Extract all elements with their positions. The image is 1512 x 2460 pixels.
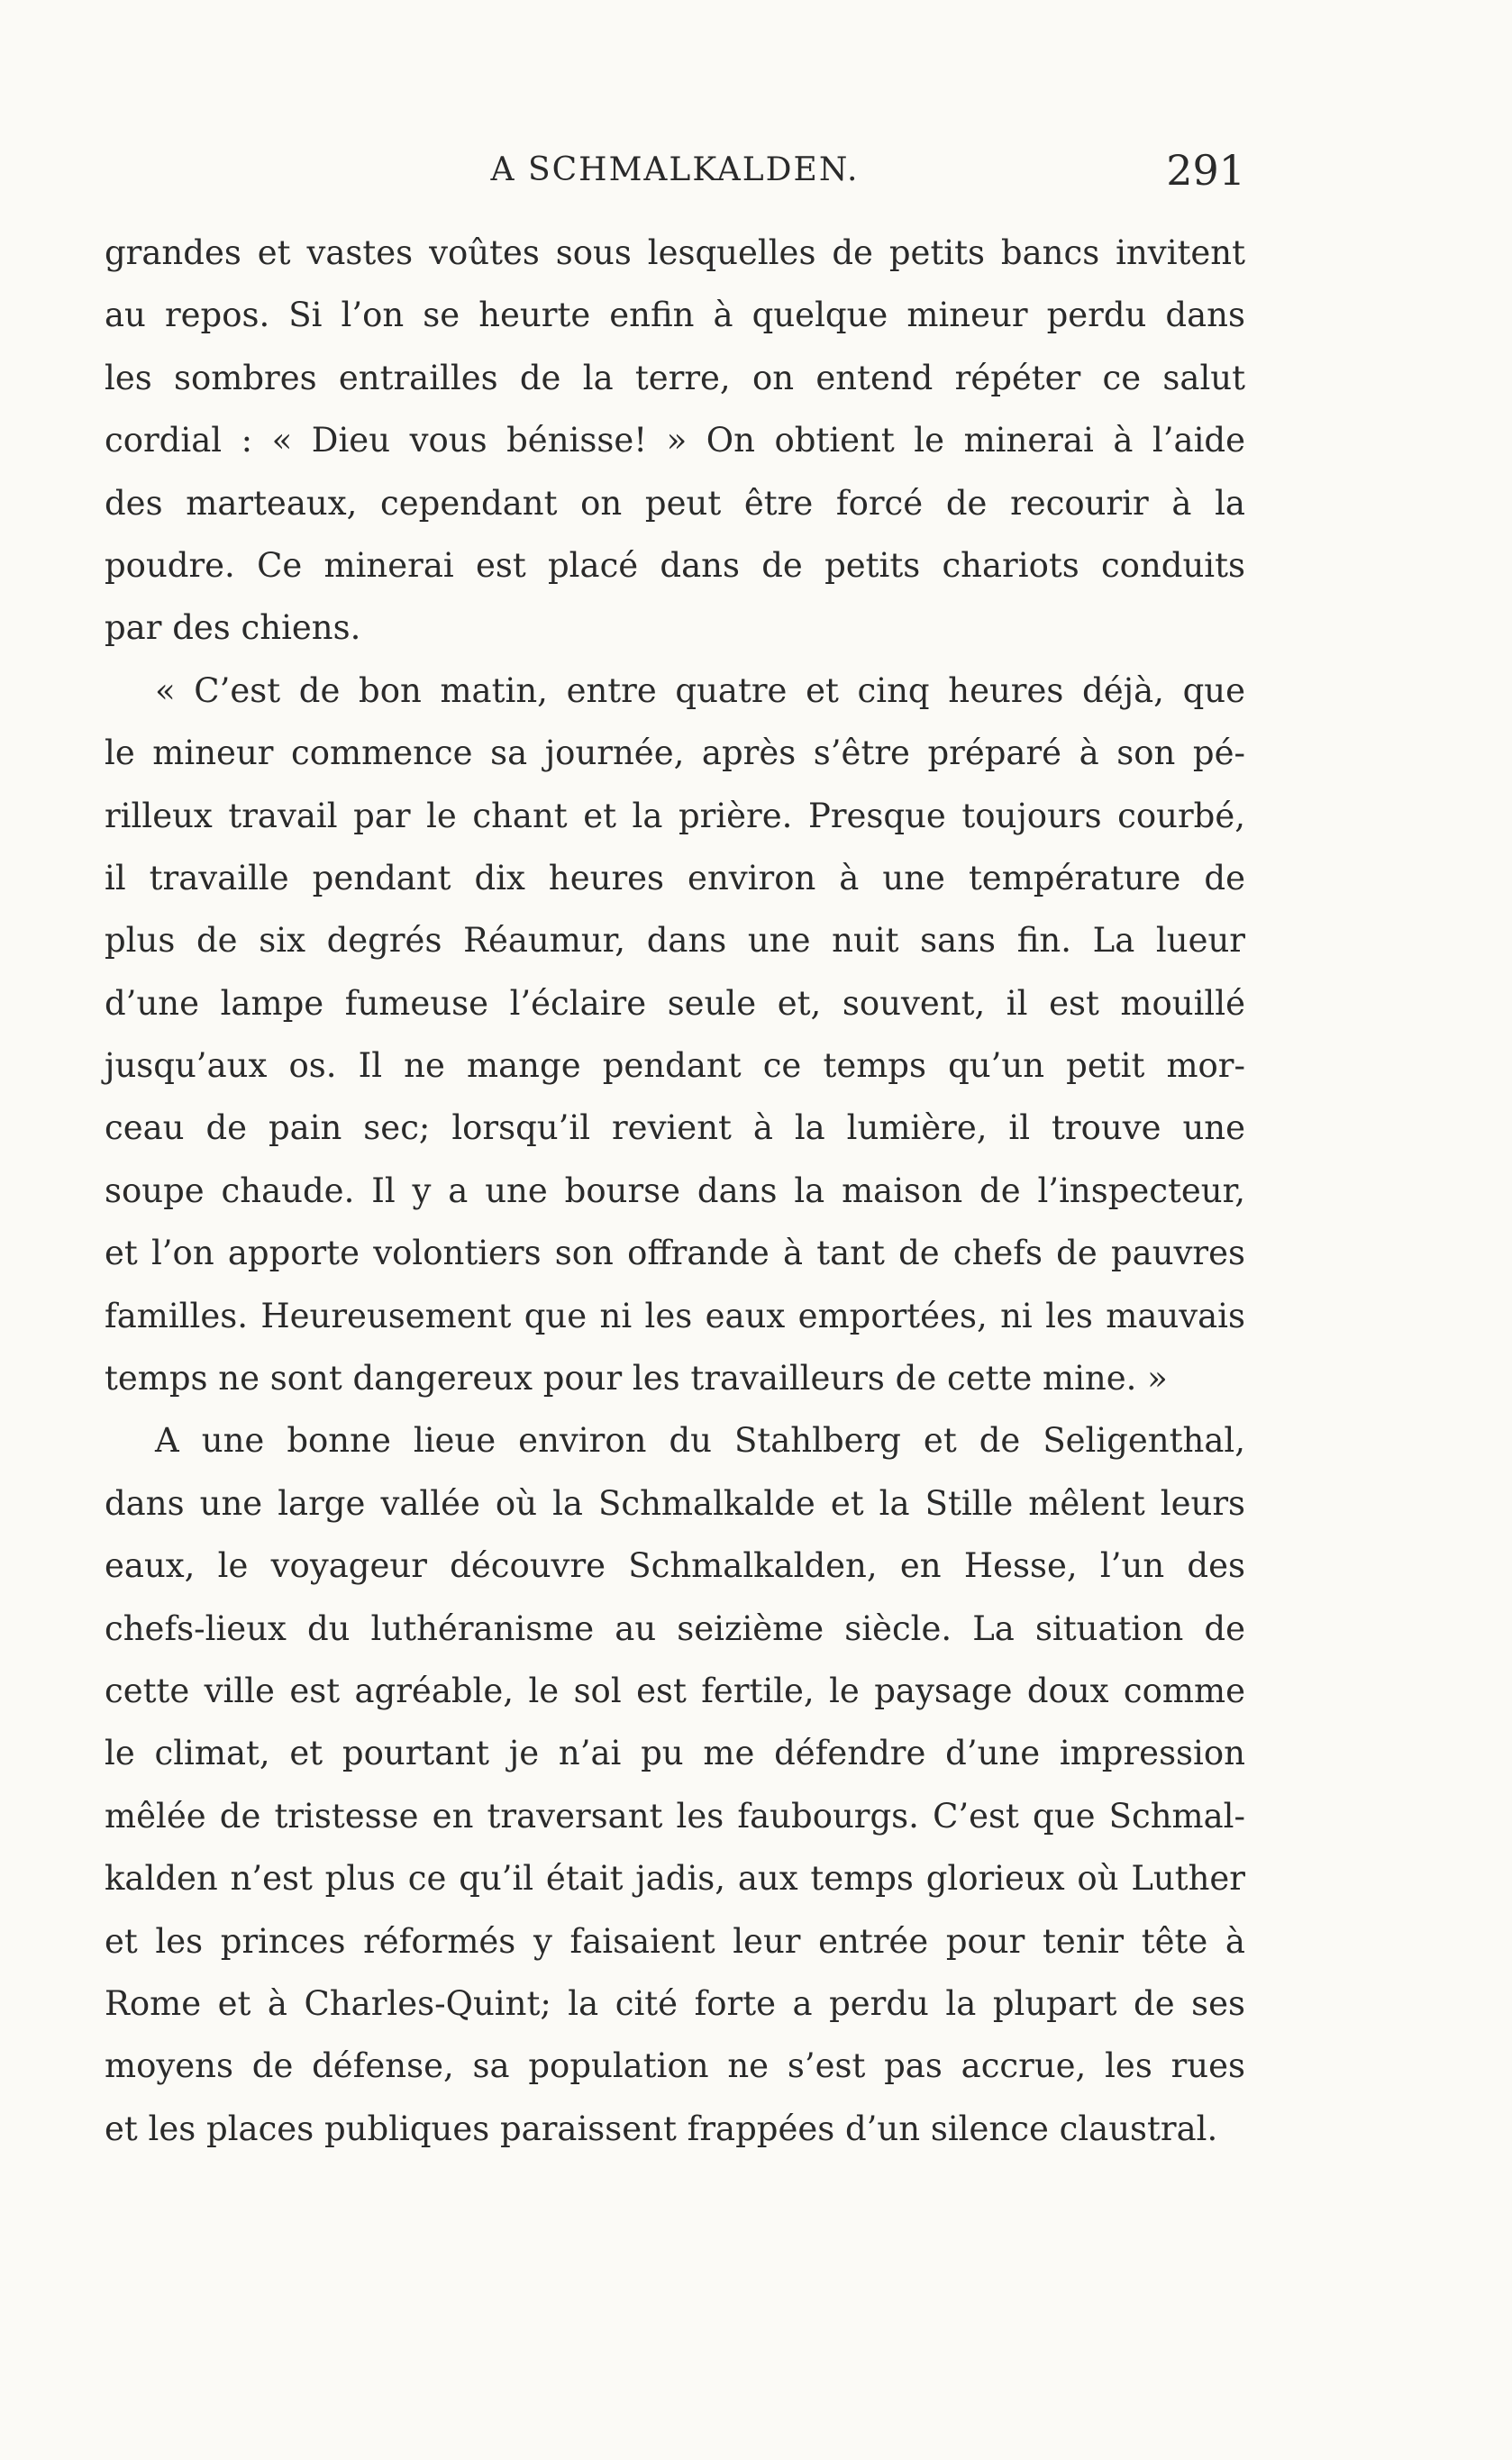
text-line: par des chiens. xyxy=(105,608,361,648)
text-line: grandes et vastes voûtes sous lesquelles de petits bancs invitent xyxy=(105,233,1245,272)
text-line: les sombres entrailles de la terre, on entend répéter ce salut xyxy=(105,358,1245,397)
body-text xyxy=(105,222,1245,2160)
text-line: chefs-lieux du luthéranisme au seizième siècle. La situation de xyxy=(105,1608,1245,1648)
text-line: plus de six degrés Réaumur, dans une nuit sans fin. La lueur xyxy=(105,921,1245,961)
text-line: d’une lampe fumeuse l’éclaire seule et, souvent, il est mouillé xyxy=(105,983,1245,1023)
text-line: dans une large vallée où la Schmalkalde et la Stille mêlent leurs xyxy=(105,1483,1245,1523)
running-title: A SCHMALKALDEN. xyxy=(490,151,860,188)
text-line: eaux, le voyageur découvre Schmalkalden, en Hesse, l’un des xyxy=(105,1546,1245,1586)
text-line: et les places publiques paraissent frappées d’un silence claustral. xyxy=(105,2109,1218,2148)
text-line: rilleux travail par le chant et la prière. Presque toujours courbé, xyxy=(105,796,1245,835)
text-line: poudre. Ce minerai est placé dans de petits chariots conduits xyxy=(105,545,1245,585)
running-header xyxy=(105,146,1245,200)
text-line: le mineur commence sa journée, après s’être préparé à son pé- xyxy=(105,733,1245,773)
text-line: au repos. Si l’on se heurte enfin à quelque mineur perdu dans xyxy=(105,296,1245,335)
page-number: 291 xyxy=(1166,146,1245,195)
text-line: temps ne sont dangereux pour les travailleurs de cette mine. » xyxy=(105,1359,1168,1399)
text-line: et les princes réformés y faisaient leur entrée pour tenir tête à xyxy=(105,1921,1245,1961)
text-line: cordial : « Dieu vous bénisse! » On obtient le minerai à l’aide xyxy=(105,421,1245,460)
text-line: et l’on apporte volontiers son offrande à tant de chefs de pauvres xyxy=(105,1234,1245,1273)
text-line: le climat, et pourtant je n’ai pu me défendre d’une impression xyxy=(105,1734,1245,1773)
text-line: moyens de défense, sa population ne s’est pas accrue, les rues xyxy=(105,2046,1245,2086)
text-line: ceau de pain sec; lorsqu’il revient à la lumière, il trouve une xyxy=(105,1108,1245,1148)
text-line: mêlée de tristesse en traversant les faubourgs. C’est que Schmal- xyxy=(105,1796,1245,1836)
text-line: Rome et à Charles-Quint; la cité forte a perdu la plupart de ses xyxy=(105,1983,1245,2023)
text-line: jusqu’aux os. Il ne mange pendant ce temps qu’un petit mor- xyxy=(105,1046,1245,1086)
text-line: soupe chaude. Il y a une bourse dans la maison de l’inspecteur, xyxy=(105,1171,1245,1210)
text-line: familles. Heureusement que ni les eaux emportées, ni les mauvais xyxy=(105,1296,1245,1335)
text-line: kalden n’est plus ce qu’il était jadis, aux temps glorieux où Luther xyxy=(105,1859,1245,1899)
text-line: « C’est de bon matin, entre quatre et cinq heures déjà, que xyxy=(155,670,1245,710)
text-line: des marteaux, cependant on peut être forcé de recourir à la xyxy=(105,483,1245,523)
text-line: A une bonne lieue environ du Stahlberg et de Seligenthal, xyxy=(155,1421,1245,1461)
text-line: cette ville est agréable, le sol est fertile, le paysage doux comme xyxy=(105,1671,1245,1710)
text-line: il travaille pendant dix heures environ à une température de xyxy=(105,858,1245,897)
